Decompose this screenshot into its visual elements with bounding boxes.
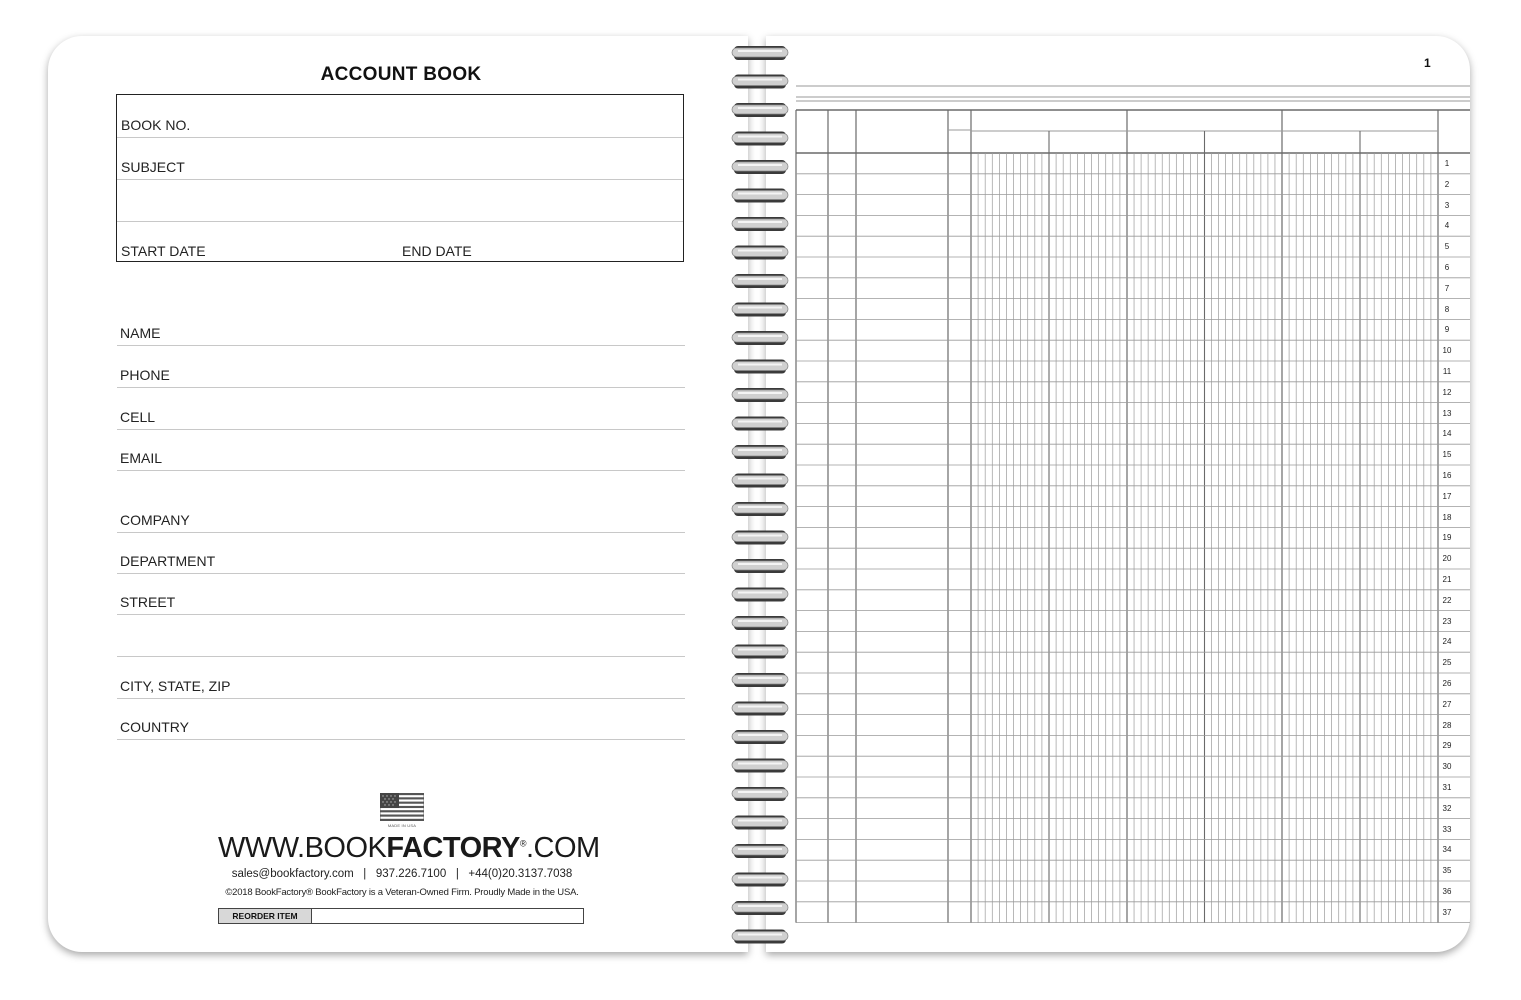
company-label: COMPANY xyxy=(120,512,190,528)
cell-label: CELL xyxy=(120,409,156,425)
street-line-2-field[interactable] xyxy=(117,632,685,657)
book-no-row[interactable] xyxy=(117,95,683,138)
line-number: 9 xyxy=(1444,325,1450,335)
line-number: 37 xyxy=(1442,907,1452,917)
subject-row[interactable] xyxy=(117,137,683,180)
page-number: 1 xyxy=(1424,56,1431,70)
line-number: 16 xyxy=(1442,471,1452,480)
cell-field[interactable] xyxy=(117,405,685,430)
coil-wire xyxy=(732,932,788,941)
name-field[interactable] xyxy=(117,321,685,346)
line-number: 34 xyxy=(1442,845,1452,855)
website-url[interactable] xyxy=(218,832,600,865)
street-label: STREET xyxy=(120,594,176,610)
coil-highlight xyxy=(738,934,782,936)
line-number: 7 xyxy=(1444,283,1450,293)
spiral-coil xyxy=(732,46,788,60)
line-number: 25 xyxy=(1442,658,1452,668)
account-book-title: ACCOUNT BOOK xyxy=(320,64,482,85)
line-number: 15 xyxy=(1442,450,1452,460)
city-state-zip-field[interactable] xyxy=(117,674,685,699)
line-number: 5 xyxy=(1444,242,1450,252)
line-number: 22 xyxy=(1442,595,1452,605)
line-number: 4 xyxy=(1444,221,1450,231)
department-field[interactable] xyxy=(117,549,685,574)
dates-row[interactable] xyxy=(117,221,683,263)
line-number: 29 xyxy=(1442,741,1452,751)
line-number: 35 xyxy=(1442,866,1452,876)
email-label: EMAIL xyxy=(120,450,163,466)
street-field[interactable] xyxy=(117,590,685,615)
reorder-item-label: REORDER ITEM xyxy=(219,909,312,923)
line-number: 6 xyxy=(1444,263,1450,272)
line-number: 8 xyxy=(1444,304,1450,314)
line-number: 20 xyxy=(1442,554,1452,564)
end-date-label: END DATE xyxy=(402,243,472,259)
copyright-line: ©2018 BookFactory® BookFactory is a Veteran-Owned Firm. Proudly Made in the USA. xyxy=(225,887,579,898)
line-number: 2 xyxy=(1444,179,1450,189)
line-number: 19 xyxy=(1442,533,1452,543)
coil-highlight xyxy=(738,50,782,52)
subject-label: SUBJECT xyxy=(121,159,185,175)
book-info-box xyxy=(116,94,684,262)
line-number: 27 xyxy=(1442,699,1452,709)
start-date-label: START DATE xyxy=(121,243,206,259)
line-number: 12 xyxy=(1442,387,1452,397)
subject-continuation-row[interactable] xyxy=(117,179,683,222)
line-number: 18 xyxy=(1442,512,1452,522)
line-number: 31 xyxy=(1442,783,1452,792)
made-in-usa-text: MADE IN USA xyxy=(387,823,417,828)
phone-field[interactable] xyxy=(117,363,685,388)
line-number: 36 xyxy=(1442,887,1452,896)
registered-mark: ® xyxy=(519,838,526,849)
coil-wire xyxy=(732,48,788,57)
line-number: 17 xyxy=(1442,491,1452,501)
contact-line: sales@bookfactory.com | 937.226.7100 | +44(0)20.3137.7038 xyxy=(231,868,573,880)
book-no-label: BOOK NO. xyxy=(121,117,191,133)
line-number: 33 xyxy=(1442,824,1452,834)
us-flag-icon xyxy=(380,793,424,821)
line-number: 30 xyxy=(1442,762,1452,772)
line-number: 23 xyxy=(1442,616,1452,626)
line-number: 1 xyxy=(1444,159,1450,168)
country-field[interactable] xyxy=(117,715,685,740)
email-field[interactable] xyxy=(117,446,685,471)
department-label: DEPARTMENT xyxy=(120,553,216,569)
line-number: 11 xyxy=(1442,367,1452,376)
line-number: 26 xyxy=(1442,679,1452,688)
line-number: 21 xyxy=(1442,575,1452,584)
line-number: 3 xyxy=(1444,200,1450,210)
name-label: NAME xyxy=(120,325,161,341)
reorder-item-box[interactable] xyxy=(218,908,584,924)
company-field[interactable] xyxy=(117,508,685,533)
line-number: 14 xyxy=(1442,429,1452,439)
line-number: 28 xyxy=(1442,720,1452,730)
city-state-zip-label: CITY, STATE, ZIP xyxy=(120,678,231,694)
country-label: COUNTRY xyxy=(120,719,189,735)
line-number: 32 xyxy=(1442,803,1452,813)
website-prefix: WWW.BOOK xyxy=(218,832,387,864)
line-number: 10 xyxy=(1442,346,1452,356)
line-number: 13 xyxy=(1442,408,1452,418)
line-number: 24 xyxy=(1442,637,1452,647)
ledger-grid xyxy=(766,80,1470,932)
website-bold: FACTORY xyxy=(386,832,520,864)
phone-label: PHONE xyxy=(120,367,170,383)
website-suffix: .COM xyxy=(525,832,600,864)
